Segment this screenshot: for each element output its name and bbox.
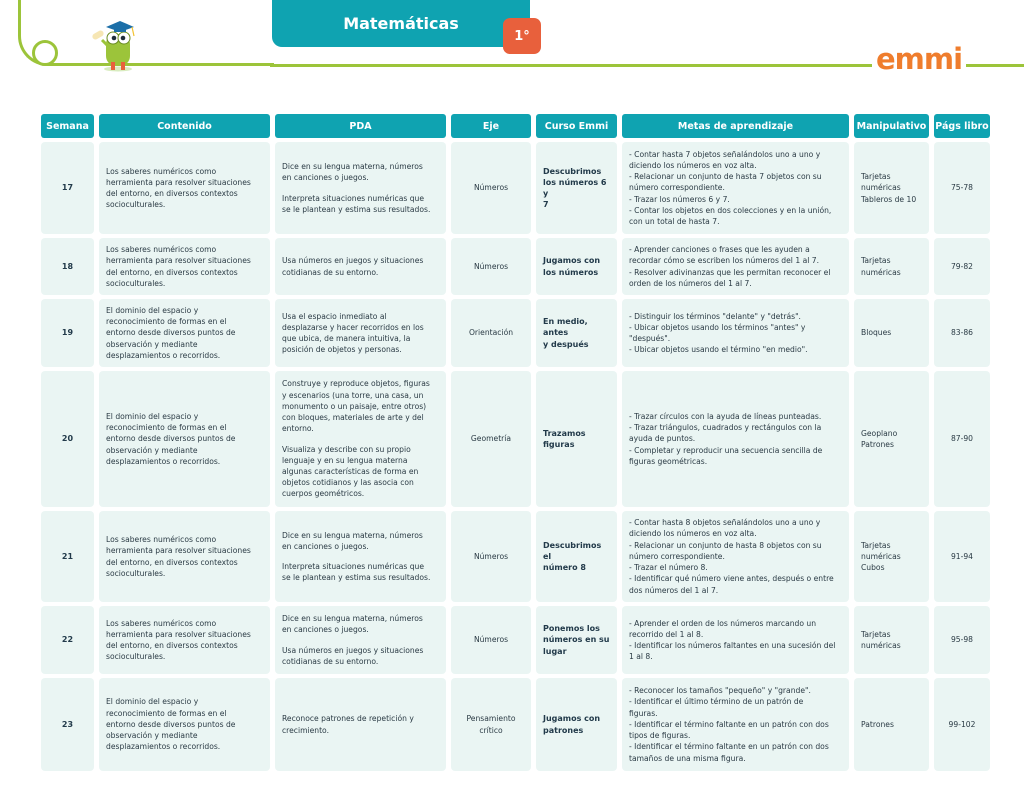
cell-contenido: El dominio del espacio y reconocimiento de formas en el entorno desde diversos puntos de observación y mediante desplazamientos o recorridos. [99,371,270,507]
cell-manipulativo: Tarjetas numéricas Tableros de 10 [854,142,929,234]
cell-contenido: Los saberes numéricos como herramienta para resolver situaciones del entorno, en diversos contextos socioculturales. [99,606,270,674]
cell-semana: 20 [41,371,94,507]
cell-metas: - Contar hasta 7 objetos señalándolos uno a uno y diciendo los números en voz alta. - Relacionar un conjunto de hasta 7 objetos con su número correspondiente. - Trazar los números 6 y 7. - Contar los objetos en dos colecciones y en la unión, con un total de hasta 7. [622,142,849,234]
cell-eje: Números [451,142,531,234]
cell-pda: Usa el espacio inmediato al desplazarse y hacer recorridos en los que ubica, de manera intuitiva, la posición de objetos y personas. [275,299,446,367]
cell-semana: 17 [41,142,94,234]
cell-metas: - Trazar círculos con la ayuda de líneas punteadas. - Trazar triángulos, cuadrados y rectángulos con la ayuda de puntos. - Completar y reproducir una secuencia sencilla de figuras geométricas. [622,371,849,507]
cell-manipulativo: Tarjetas numéricas [854,606,929,674]
header-mid-line [270,64,530,67]
curriculum-table [41,114,989,771]
cell-paginas: 75-78 [934,142,990,234]
cell-metas: - Reconocer los tamaños "pequeño" y "grande". - Identificar el último término de un patrón de figuras. - Identificar el término faltante en un patrón con dos tipos de figuras. - Identificar el término faltante en un patrón con dos tamaños de una misma figura. [622,678,849,771]
cell-curso: Descubrimos los números 6 y 7 [536,142,617,234]
cell-curso: Descubrimos el número 8 [536,511,617,602]
header-contenido: Contenido [99,114,270,138]
cell-contenido: Los saberes numéricos como herramienta para resolver situaciones del entorno, en diversos contextos socioculturales. [99,511,270,602]
cell-curso: Jugamos con los números [536,238,617,295]
cell-manipulativo: Patrones [854,678,929,771]
cell-pda: Reconoce patrones de repetición y crecimiento. [275,678,446,771]
header-manipulativo: Manipulativo [854,114,929,138]
cell-paginas: 79-82 [934,238,990,295]
cell-pda: Dice en su lengua materna, números en canciones o juegos. Usa números en juegos y situaciones cotidianas de su entorno. [275,606,446,674]
cell-eje: Pensamiento crítico [451,678,531,771]
cell-semana: 18 [41,238,94,295]
cell-eje: Geometría [451,371,531,507]
cell-curso: Trazamos figuras [536,371,617,507]
cell-contenido: Los saberes numéricos como herramienta para resolver situaciones del entorno, en diversos contextos socioculturales. [99,142,270,234]
cell-eje: Números [451,511,531,602]
page-title: Matemáticas [272,0,530,47]
mascot-icon [86,14,146,72]
cell-pda: Dice en su lengua materna, números en canciones o juegos. Interpreta situaciones numéricas que se le plantean y estima sus resultados. [275,511,446,602]
grade-badge: 1° [503,18,541,54]
cell-metas: - Aprender canciones o frases que les ayuden a recordar cómo se escriben los números del 1 al 7. - Resolver adivinanzas que les permitan reconocer el orden de los números del 1 al 7. [622,238,849,295]
cell-manipulativo: Tarjetas numéricas [854,238,929,295]
cell-eje: Números [451,606,531,674]
cell-paginas: 83-86 [934,299,990,367]
cell-contenido: El dominio del espacio y reconocimiento de formas en el entorno desde diversos puntos de observación y mediante desplazamientos o recorridos. [99,678,270,771]
cell-manipulativo: Tarjetas numéricas Cubos [854,511,929,602]
cell-curso: En medio, antes y después [536,299,617,367]
cell-semana: 23 [41,678,94,771]
emmi-logo [872,42,966,76]
cell-metas: - Contar hasta 8 objetos señalándolos uno a uno y diciendo los números en voz alta. - Relacionar un conjunto de hasta 8 objetos con su número correspondiente. - Trazar el número 8. - Identificar qué número viene antes, después o entre dos números del 1 al 7. [622,511,849,602]
header-semana: Semana [41,114,94,138]
cell-manipulativo: Geoplano Patrones [854,371,929,507]
cell-curso: Jugamos con patrones [536,678,617,771]
cell-contenido: Los saberes numéricos como herramienta para resolver situaciones del entorno, en diversos contextos socioculturales. [99,238,270,295]
cell-metas: - Distinguir los términos "delante" y "detrás". - Ubicar objetos usando los términos "antes" y "después". - Ubicar objetos usando el término "en medio". [622,299,849,367]
cell-manipulativo: Bloques [854,299,929,367]
cell-metas: - Aprender el orden de los números marcando un recorrido del 1 al 8. - Identificar los números faltantes en una sucesión del 1 al 8. [622,606,849,674]
cell-eje: Números [451,238,531,295]
cell-paginas: 95-98 [934,606,990,674]
cell-semana: 21 [41,511,94,602]
header-eje: Eje [451,114,531,138]
cell-pda: Dice en su lengua materna, números en canciones o juegos. Interpreta situaciones numéricas que se le plantean y estima sus resultados. [275,142,446,234]
cell-semana: 19 [41,299,94,367]
cell-paginas: 87-90 [934,371,990,507]
cell-curso: Ponemos los números en su lugar [536,606,617,674]
cell-paginas: 99-102 [934,678,990,771]
cell-semana: 22 [41,606,94,674]
header-metas: Metas de aprendizaje [622,114,849,138]
header-paginas: Págs libro [934,114,990,138]
cell-pda: Construye y reproduce objetos, figuras y escenarios (una torre, una casa, un monumento o un paisaje, entre otros) con bloques, materiales de arte y del entorno. Visualiza y describe con su propio lenguaje y en su lengua materna algunas características de forma en objetos cotidianos y las asocia con cuerpos geométricos. [275,371,446,507]
cell-paginas: 91-94 [934,511,990,602]
cell-pda: Usa números en juegos y situaciones cotidianas de su entorno. [275,238,446,295]
header-curso: Curso Emmi [536,114,617,138]
header-pda: PDA [275,114,446,138]
logo-text: emmi [876,42,963,76]
cell-contenido: El dominio del espacio y reconocimiento de formas en el entorno desde diversos puntos de observación y mediante desplazamientos o recorridos. [99,299,270,367]
header-hook-circle [32,40,58,66]
cell-eje: Orientación [451,299,531,367]
